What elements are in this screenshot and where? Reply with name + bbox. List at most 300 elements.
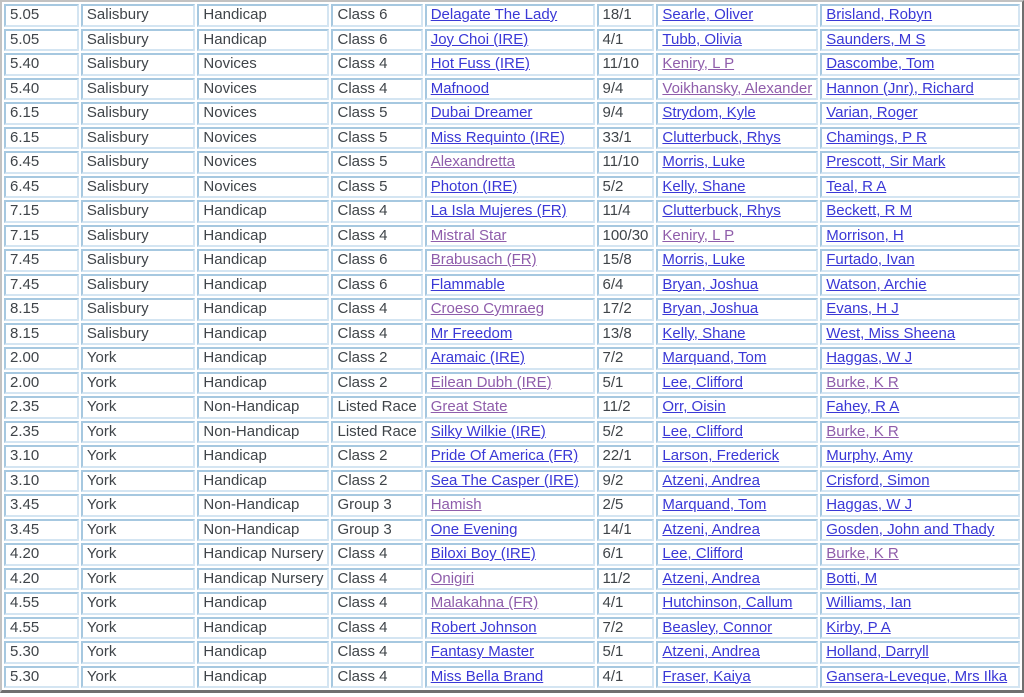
course-cell: Salisbury — [81, 102, 196, 125]
race-class-cell: Class 4 — [331, 666, 422, 689]
trainer-link[interactable]: Hannon (Jnr), Richard — [826, 79, 974, 97]
horse-cell — [425, 470, 595, 493]
odds-cell: 11/2 — [597, 568, 655, 591]
horse-cell — [425, 543, 595, 566]
trainer-cell — [820, 543, 1020, 566]
trainer-cell — [820, 298, 1020, 321]
race-type-cell: Handicap — [197, 274, 329, 297]
horse-cell — [425, 249, 595, 272]
jockey-link[interactable]: Fraser, Kaiya — [662, 667, 751, 685]
race-time-cell: 6.45 — [4, 176, 79, 199]
jockey-cell — [656, 543, 818, 566]
race-row — [4, 249, 1020, 272]
trainer-link[interactable]: Holland, Darryll — [826, 643, 929, 660]
odds-cell: 5/1 — [597, 372, 655, 395]
odds-cell: 7/2 — [597, 617, 655, 640]
horse-cell — [425, 641, 595, 664]
race-time-cell: 4.55 — [4, 592, 79, 615]
course-cell: York — [81, 347, 196, 370]
horse-link[interactable]: Malakahna (FR) — [430, 594, 539, 611]
jockey-link[interactable]: Keniry, L P — [662, 226, 735, 244]
odds-cell: 6/1 — [597, 543, 655, 566]
jockey-cell — [656, 29, 818, 52]
race-time-cell: 7.15 — [4, 225, 79, 248]
race-class-cell: Group 3 — [331, 494, 422, 517]
horse-cell — [425, 494, 595, 517]
race-time-cell: 5.30 — [4, 666, 79, 689]
race-class-cell: Listed Race — [331, 421, 422, 444]
horse-cell — [425, 29, 595, 52]
jockey-link[interactable]: Clutterbuck, Rhys — [662, 202, 781, 219]
race-row — [4, 29, 1020, 52]
jockey-cell — [656, 249, 818, 272]
jockey-link[interactable]: Bryan, Joshua — [662, 300, 759, 317]
trainer-cell — [820, 249, 1020, 272]
race-time-cell: 5.05 — [4, 4, 79, 27]
race-row — [4, 372, 1020, 395]
race-row — [4, 421, 1020, 444]
race-class-cell: Class 5 — [331, 127, 422, 150]
odds-cell: 11/10 — [597, 151, 655, 174]
odds-cell: 33/1 — [597, 127, 655, 150]
race-type-cell: Handicap — [197, 372, 329, 395]
race-row — [4, 274, 1020, 297]
jockey-link[interactable]: Lee, Clifford — [662, 545, 743, 562]
horse-link[interactable]: La Isla Mujeres (FR) — [430, 202, 567, 219]
trainer-cell — [820, 53, 1020, 76]
race-time-cell: 3.45 — [4, 494, 79, 517]
race-time-cell: 2.35 — [4, 396, 79, 419]
horse-link[interactable]: Pride Of America (FR) — [430, 447, 579, 464]
horse-cell — [425, 445, 595, 468]
race-class-cell: Class 4 — [331, 641, 422, 664]
race-time-cell: 4.20 — [4, 543, 79, 566]
jockey-cell — [656, 568, 818, 591]
horse-link[interactable]: Aramaic (IRE) — [430, 349, 525, 366]
trainer-link[interactable]: Varian, Roger — [826, 104, 918, 121]
odds-cell: 2/5 — [597, 494, 655, 517]
jockey-cell — [656, 127, 818, 150]
odds-cell: 7/2 — [597, 347, 655, 370]
odds-cell: 11/4 — [597, 200, 655, 223]
race-row — [4, 617, 1020, 640]
race-class-cell: Class 2 — [331, 470, 422, 493]
race-time-cell: 7.45 — [4, 274, 79, 297]
jockey-link[interactable]: Orr, Oisin — [662, 398, 726, 415]
race-type-cell: Handicap Nursery — [197, 543, 329, 566]
horse-link[interactable]: Mr Freedom — [430, 324, 513, 342]
trainer-link[interactable]: Dascombe, Tom — [826, 55, 935, 72]
jockey-link[interactable]: Atzeni, Andrea — [662, 471, 760, 489]
race-type-cell: Non-Handicap — [197, 421, 329, 444]
trainer-link[interactable]: Haggas, W J — [826, 349, 913, 366]
trainer-link[interactable]: Burke, K R — [826, 373, 899, 391]
jockey-cell — [656, 151, 818, 174]
course-cell: York — [81, 543, 196, 566]
race-row — [4, 176, 1020, 199]
race-row — [4, 592, 1020, 615]
course-cell: Salisbury — [81, 176, 196, 199]
trainer-link[interactable]: Murphy, Amy — [826, 447, 913, 464]
trainer-link[interactable]: Morrison, H — [826, 226, 904, 244]
trainer-link[interactable]: Beckett, R M — [826, 202, 913, 219]
horse-link[interactable]: Alexandretta — [430, 153, 515, 170]
jockey-link[interactable]: Bryan, Joshua — [662, 275, 759, 293]
race-type-cell: Handicap — [197, 470, 329, 493]
race-class-cell: Class 4 — [331, 543, 422, 566]
race-type-cell: Handicap — [197, 347, 329, 370]
trainer-cell — [820, 102, 1020, 125]
jockey-cell — [656, 176, 818, 199]
horse-link[interactable]: Croeso Cymraeg — [430, 300, 545, 317]
horse-cell — [425, 78, 595, 101]
trainer-link[interactable]: Fahey, R A — [826, 398, 900, 415]
race-type-cell: Handicap — [197, 666, 329, 689]
horse-cell — [425, 323, 595, 346]
race-class-cell: Class 5 — [331, 176, 422, 199]
trainer-cell — [820, 470, 1020, 493]
trainer-cell — [820, 4, 1020, 27]
jockey-link[interactable]: Clutterbuck, Rhys — [662, 128, 781, 146]
trainer-link[interactable]: Haggas, W J — [826, 496, 913, 513]
jockey-cell — [656, 519, 818, 542]
jockey-link[interactable]: Beasley, Connor — [662, 618, 773, 636]
race-class-cell: Class 6 — [331, 249, 422, 272]
horse-link[interactable]: Joy Choi (IRE) — [430, 30, 529, 48]
horse-cell — [425, 225, 595, 248]
jockey-link[interactable]: Lee, Clifford — [662, 373, 743, 391]
trainer-cell — [820, 323, 1020, 346]
race-time-cell: 5.40 — [4, 78, 79, 101]
trainer-cell — [820, 666, 1020, 689]
jockey-cell — [656, 592, 818, 615]
jockey-link[interactable]: Atzeni, Andrea — [662, 643, 760, 660]
race-type-cell: Non-Handicap — [197, 519, 329, 542]
race-type-cell: Handicap — [197, 323, 329, 346]
race-row — [4, 151, 1020, 174]
jockey-cell — [656, 298, 818, 321]
horse-link[interactable]: Photon (IRE) — [430, 177, 518, 195]
horse-link[interactable]: Mistral Star — [430, 226, 507, 244]
trainer-cell — [820, 641, 1020, 664]
trainer-link[interactable]: Burke, K R — [826, 422, 899, 440]
trainer-cell — [820, 151, 1020, 174]
horse-cell — [425, 592, 595, 615]
horse-link[interactable]: Eilean Dubh (IRE) — [430, 373, 552, 391]
odds-cell: 9/4 — [597, 78, 655, 101]
course-cell: Salisbury — [81, 151, 196, 174]
course-cell: York — [81, 396, 196, 419]
race-row — [4, 323, 1020, 346]
race-type-cell: Novices — [197, 127, 329, 150]
jockey-cell — [656, 372, 818, 395]
race-type-cell: Novices — [197, 53, 329, 76]
course-cell: Salisbury — [81, 200, 196, 223]
race-time-cell: 6.15 — [4, 127, 79, 150]
trainer-cell — [820, 372, 1020, 395]
race-type-cell: Handicap Nursery — [197, 568, 329, 591]
race-row — [4, 494, 1020, 517]
course-cell: Salisbury — [81, 127, 196, 150]
trainer-link[interactable]: Saunders, M S — [826, 30, 926, 48]
jockey-cell — [656, 666, 818, 689]
trainer-cell — [820, 200, 1020, 223]
trainer-link[interactable]: Teal, R A — [826, 177, 887, 195]
race-time-cell: 7.15 — [4, 200, 79, 223]
horse-cell — [425, 617, 595, 640]
course-cell: Salisbury — [81, 4, 196, 27]
jockey-link[interactable]: Kelly, Shane — [662, 177, 746, 195]
trainer-link[interactable]: Evans, H J — [826, 300, 899, 317]
odds-cell: 11/2 — [597, 396, 655, 419]
horse-link[interactable]: Fantasy Master — [430, 643, 535, 660]
horse-link[interactable]: Hamish — [430, 496, 482, 513]
horse-link[interactable]: Mafnood — [430, 79, 490, 97]
horse-link[interactable]: Biloxi Boy (IRE) — [430, 545, 536, 562]
course-cell: Salisbury — [81, 29, 196, 52]
horse-cell — [425, 396, 595, 419]
jockey-link[interactable]: Tubb, Olivia — [662, 30, 742, 48]
race-time-cell: 3.45 — [4, 519, 79, 542]
course-cell: York — [81, 617, 196, 640]
race-time-cell: 3.10 — [4, 470, 79, 493]
race-time-cell: 2.00 — [4, 372, 79, 395]
trainer-link[interactable]: West, Miss Sheena — [826, 324, 956, 342]
race-type-cell: Novices — [197, 78, 329, 101]
odds-cell: 22/1 — [597, 445, 655, 468]
jockey-link[interactable]: Strydom, Kyle — [662, 104, 756, 121]
jockey-link[interactable]: Voikhansky, Alexander — [662, 79, 813, 97]
horse-cell — [425, 127, 595, 150]
course-cell: Salisbury — [81, 274, 196, 297]
trainer-cell — [820, 568, 1020, 591]
trainer-link[interactable]: Burke, K R — [826, 545, 899, 562]
odds-cell: 5/2 — [597, 176, 655, 199]
race-class-cell: Class 6 — [331, 29, 422, 52]
horse-link[interactable]: Robert Johnson — [430, 618, 537, 636]
jockey-link[interactable]: Larson, Frederick — [662, 447, 780, 464]
race-class-cell: Class 2 — [331, 347, 422, 370]
horse-cell — [425, 102, 595, 125]
horse-link[interactable]: Onigiri — [430, 569, 475, 587]
trainer-link[interactable]: Gansera-Leveque, Mrs Ilka — [826, 667, 1008, 685]
trainer-cell — [820, 494, 1020, 517]
horse-cell — [425, 519, 595, 542]
jockey-link[interactable]: Marquand, Tom — [662, 349, 767, 366]
jockey-cell — [656, 53, 818, 76]
trainer-link[interactable]: Brisland, Robyn — [826, 6, 933, 23]
racecards-table-body — [4, 4, 1020, 688]
trainer-cell — [820, 592, 1020, 615]
horse-link[interactable]: Flammable — [430, 275, 505, 293]
odds-cell: 5/2 — [597, 421, 655, 444]
odds-cell: 6/4 — [597, 274, 655, 297]
race-row — [4, 298, 1020, 321]
race-class-cell: Class 4 — [331, 323, 422, 346]
trainer-link[interactable]: Williams, Ian — [826, 594, 912, 611]
race-row — [4, 53, 1020, 76]
race-class-cell: Class 2 — [331, 372, 422, 395]
horse-link[interactable]: Miss Bella Brand — [430, 667, 544, 685]
jockey-link[interactable]: Morris, Luke — [662, 153, 745, 170]
odds-cell: 4/1 — [597, 29, 655, 52]
horse-cell — [425, 274, 595, 297]
race-time-cell: 4.20 — [4, 568, 79, 591]
course-cell: Salisbury — [81, 323, 196, 346]
horse-link[interactable]: Brabusach (FR) — [430, 251, 537, 268]
race-time-cell: 4.55 — [4, 617, 79, 640]
horse-link[interactable]: Hot Fuss (IRE) — [430, 55, 530, 72]
course-cell: York — [81, 445, 196, 468]
jockey-cell — [656, 347, 818, 370]
race-row — [4, 470, 1020, 493]
jockey-cell — [656, 641, 818, 664]
horse-link[interactable]: Silky Wilkie (IRE) — [430, 422, 546, 440]
horse-cell — [425, 421, 595, 444]
odds-cell: 4/1 — [597, 666, 655, 689]
jockey-cell — [656, 102, 818, 125]
jockey-cell — [656, 200, 818, 223]
race-time-cell: 5.40 — [4, 53, 79, 76]
race-type-cell: Novices — [197, 176, 329, 199]
trainer-cell — [820, 617, 1020, 640]
trainer-link[interactable]: Crisford, Simon — [826, 471, 930, 489]
jockey-link[interactable]: Searle, Oliver — [662, 6, 754, 23]
jockey-link[interactable]: Morris, Luke — [662, 251, 745, 268]
race-class-cell: Class 4 — [331, 200, 422, 223]
race-class-cell: Class 4 — [331, 53, 422, 76]
jockey-cell — [656, 421, 818, 444]
jockey-link[interactable]: Keniry, L P — [662, 55, 735, 72]
race-type-cell: Handicap — [197, 4, 329, 27]
trainer-link[interactable]: Kirby, P A — [826, 618, 891, 636]
horse-link[interactable]: Dubai Dreamer — [430, 104, 533, 121]
trainer-cell — [820, 225, 1020, 248]
course-cell: York — [81, 519, 196, 542]
race-time-cell: 2.35 — [4, 421, 79, 444]
jockey-link[interactable]: Marquand, Tom — [662, 496, 767, 513]
race-type-cell: Handicap — [197, 200, 329, 223]
trainer-cell — [820, 421, 1020, 444]
trainer-link[interactable]: Gosden, John and Thady — [826, 520, 995, 538]
jockey-cell — [656, 323, 818, 346]
race-class-cell: Class 2 — [331, 445, 422, 468]
odds-cell: 9/2 — [597, 470, 655, 493]
race-row — [4, 127, 1020, 150]
trainer-cell — [820, 519, 1020, 542]
race-class-cell: Class 4 — [331, 225, 422, 248]
jockey-cell — [656, 78, 818, 101]
trainer-link[interactable]: Botti, M — [826, 569, 878, 587]
jockey-link[interactable]: Lee, Clifford — [662, 422, 743, 440]
jockey-cell — [656, 396, 818, 419]
jockey-link[interactable]: Hutchinson, Callum — [662, 594, 793, 611]
race-type-cell: Non-Handicap — [197, 396, 329, 419]
race-row — [4, 543, 1020, 566]
race-time-cell: 5.05 — [4, 29, 79, 52]
jockey-cell — [656, 4, 818, 27]
race-class-cell: Class 6 — [331, 274, 422, 297]
odds-cell: 11/10 — [597, 53, 655, 76]
horse-link[interactable]: Sea The Casper (IRE) — [430, 471, 579, 489]
race-row — [4, 102, 1020, 125]
horse-link[interactable]: Great State — [430, 398, 508, 415]
jockey-link[interactable]: Atzeni, Andrea — [662, 569, 760, 587]
race-class-cell: Listed Race — [331, 396, 422, 419]
horse-link[interactable]: One Evening — [430, 520, 518, 538]
race-row — [4, 78, 1020, 101]
race-class-cell: Class 4 — [331, 592, 422, 615]
jockey-link[interactable]: Atzeni, Andrea — [662, 520, 760, 538]
race-type-cell: Handicap — [197, 29, 329, 52]
race-class-cell: Class 5 — [331, 151, 422, 174]
course-cell: Salisbury — [81, 225, 196, 248]
trainer-link[interactable]: Watson, Archie — [826, 275, 927, 293]
horse-link[interactable]: Delagate The Lady — [430, 6, 558, 23]
race-row — [4, 200, 1020, 223]
jockey-cell — [656, 470, 818, 493]
race-row — [4, 568, 1020, 591]
race-row — [4, 225, 1020, 248]
race-time-cell: 8.15 — [4, 323, 79, 346]
course-cell: York — [81, 568, 196, 591]
trainer-cell — [820, 347, 1020, 370]
jockey-cell — [656, 445, 818, 468]
race-time-cell: 7.45 — [4, 249, 79, 272]
race-type-cell: Non-Handicap — [197, 494, 329, 517]
race-row — [4, 641, 1020, 664]
course-cell: York — [81, 494, 196, 517]
jockey-cell — [656, 617, 818, 640]
jockey-link[interactable]: Kelly, Shane — [662, 324, 746, 342]
race-type-cell: Novices — [197, 102, 329, 125]
race-row — [4, 396, 1020, 419]
race-time-cell: 8.15 — [4, 298, 79, 321]
race-row — [4, 4, 1020, 27]
trainer-cell — [820, 29, 1020, 52]
race-class-cell: Class 4 — [331, 568, 422, 591]
course-cell: York — [81, 470, 196, 493]
race-class-cell: Class 5 — [331, 102, 422, 125]
odds-cell: 5/1 — [597, 641, 655, 664]
odds-cell: 18/1 — [597, 4, 655, 27]
race-class-cell: Class 4 — [331, 617, 422, 640]
horse-cell — [425, 151, 595, 174]
trainer-link[interactable]: Chamings, P R — [826, 128, 927, 146]
trainer-cell — [820, 78, 1020, 101]
trainer-link[interactable]: Prescott, Sir Mark — [826, 153, 946, 170]
odds-cell: 17/2 — [597, 298, 655, 321]
horse-cell — [425, 347, 595, 370]
race-type-cell: Handicap — [197, 641, 329, 664]
race-row — [4, 347, 1020, 370]
horse-link[interactable]: Miss Requinto (IRE) — [430, 128, 565, 146]
horse-cell — [425, 666, 595, 689]
race-type-cell: Handicap — [197, 617, 329, 640]
odds-cell: 100/30 — [597, 225, 655, 248]
course-cell: York — [81, 421, 196, 444]
trainer-link[interactable]: Furtado, Ivan — [826, 251, 915, 268]
trainer-cell — [820, 274, 1020, 297]
race-row — [4, 666, 1020, 689]
course-cell: York — [81, 666, 196, 689]
course-cell: York — [81, 641, 196, 664]
horse-cell — [425, 568, 595, 591]
course-cell: York — [81, 592, 196, 615]
horse-cell — [425, 200, 595, 223]
race-row — [4, 519, 1020, 542]
race-time-cell: 3.10 — [4, 445, 79, 468]
